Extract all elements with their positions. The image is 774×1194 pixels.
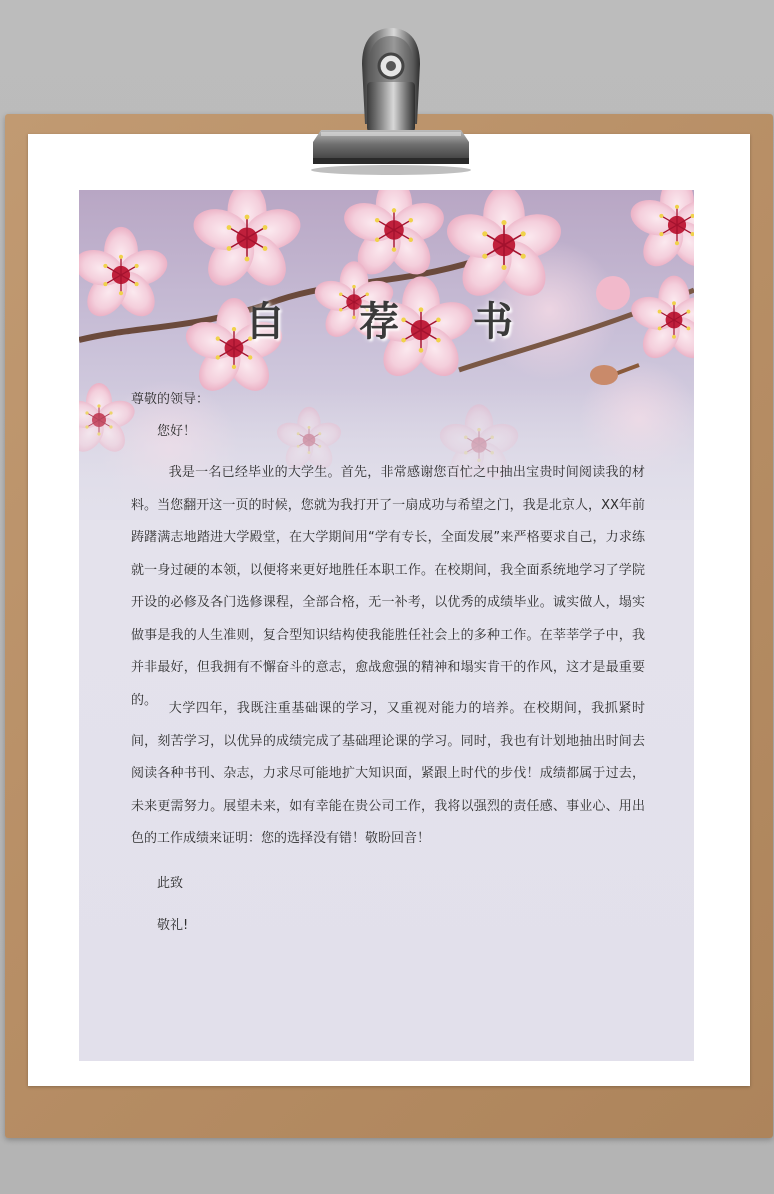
closing: 此致 xyxy=(157,876,184,891)
regards: 敬礼! xyxy=(157,918,189,933)
salutation: 尊敬的领导： xyxy=(131,392,210,407)
paragraph-1: 我是一名已经毕业的大学生。首先，非常感谢您百忙之中抽出宝贵时间阅读我的材料。当您翻开这一页的时候，您就为我打开了一扇成功与希望之门，我是北京人，XX年前踌躇满志地踏进大学殿堂，在大学期间用“学有专长，全面发展”来严格要求自己，力求练就一身过硬的本领，以便将来更好地胜任本职工作。在校期间，我全面系统地学习了学院开设的必修及各门选修课程，全部合格，无一补考，以优秀的成绩毕业。诚实做人，塌实做事是我的人生准则，复合型知识结构使我能胜任社会上的多种工作。在莘莘学子中，我并非最好，但我拥有不懈奋斗的意志，愈战愈强的精神和塌实肯干的作风，这才是最重要的。 xyxy=(131,465,645,708)
greeting: 您好！ xyxy=(157,424,197,439)
letter-title: 自 荐 书 xyxy=(245,298,543,345)
binder-clip-icon xyxy=(307,24,475,176)
paragraph-2: 大学四年，我既注重基础课的学习，又重视对能力的培养。在校期间，我抓紧时间，刻苦学习，以优异的成绩完成了基础理论课的学习。同时，我也有计划地抽出时间去阅读各种书刊、杂志，力求尽可能地扩大知识面，紧跟上时代的步伐！成绩都属于过去，未来更需努力。展望未来，如有幸能在贵公司工作，我将以强烈的责任感、事业心、用出色的工作成绩来证明：您的选择没有错！敬盼回音！ xyxy=(131,701,645,846)
